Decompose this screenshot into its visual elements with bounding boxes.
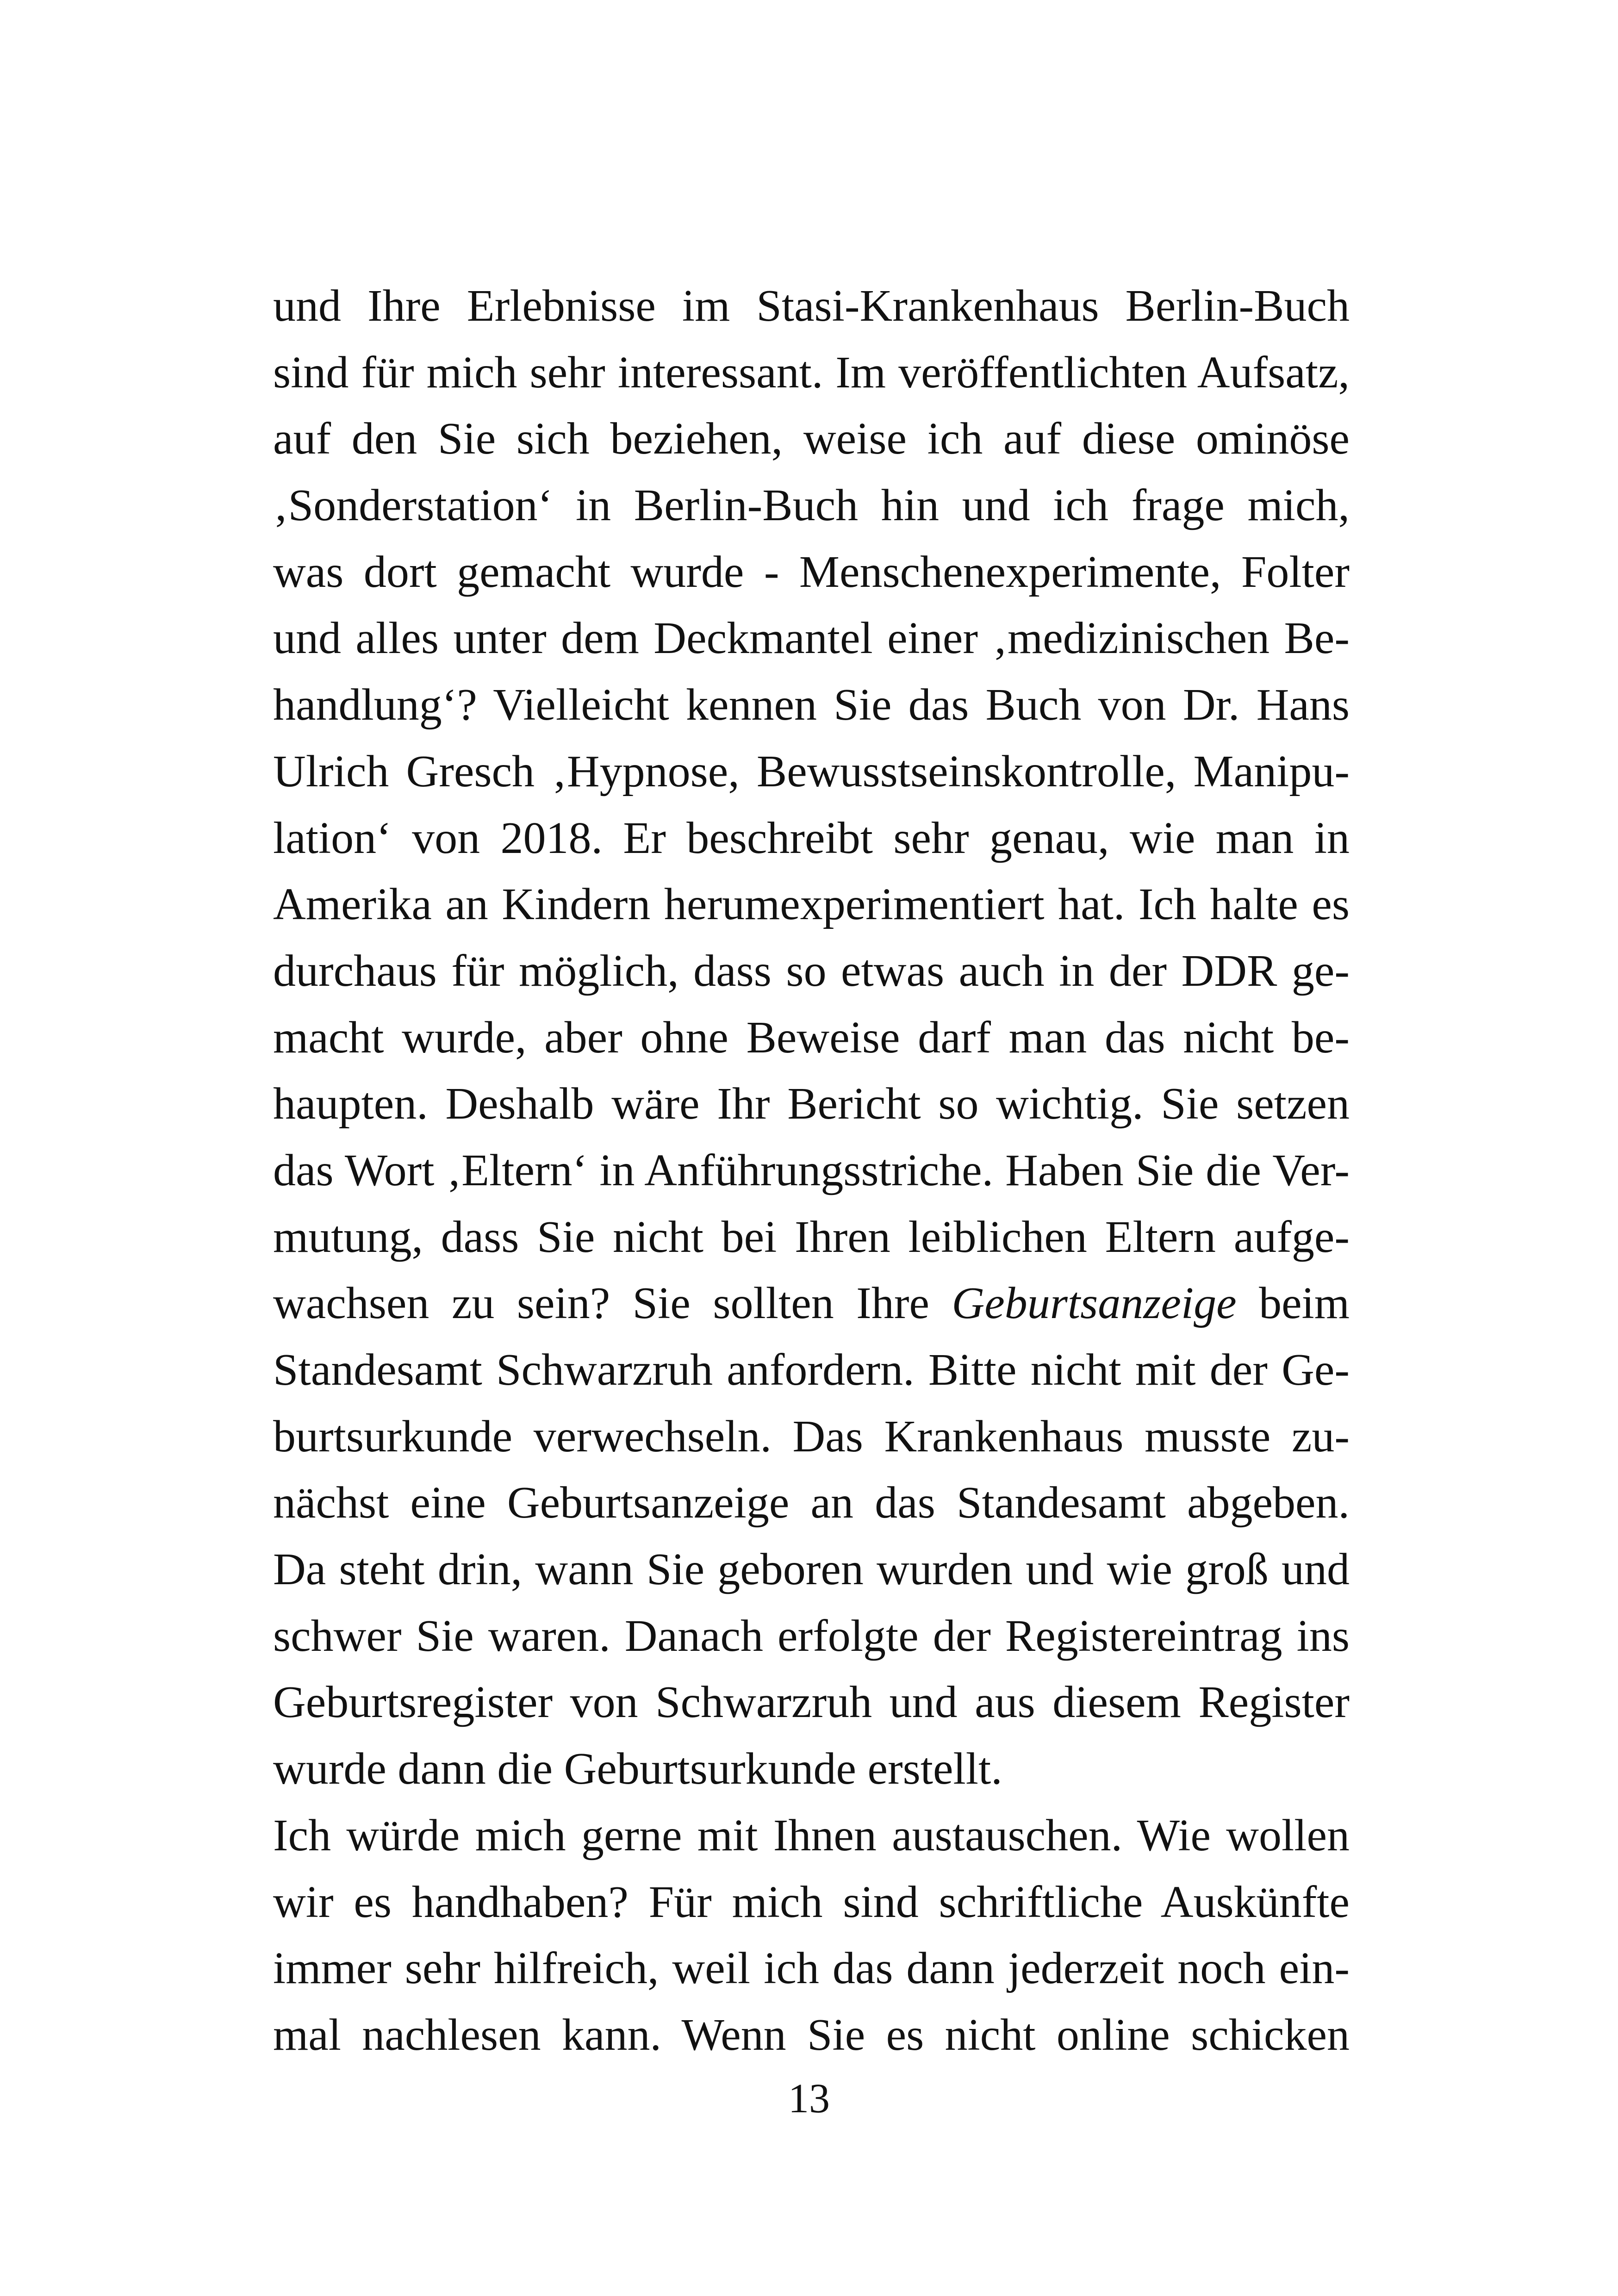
text-line: ‚Sonderstation‘ in Berlin-Buch hin und ich frage mich, [273, 480, 1350, 531]
text-line: Da steht drin, wann Sie geboren wurden und wie groß und [273, 1544, 1350, 1595]
text-segment: beim [1259, 1278, 1350, 1329]
text-line: haupten. Deshalb wäre Ihr Bericht so wichtig. Sie setzen [273, 1079, 1350, 1129]
text-line: wir es handhaben? Für mich sind schriftliche Auskünfte [273, 1877, 1350, 1927]
text-line: schwer Sie waren. Danach erfolgte der Registereintrag ins [273, 1611, 1350, 1661]
text-line: und Ihre Erlebnisse im Stasi-Krankenhaus Berlin-Buch [273, 281, 1350, 331]
text-line: durchaus für möglich, dass so etwas auch in der DDR ge- [273, 946, 1350, 996]
text-line: was dort gemacht wurde - Menschenexperimente, Folter [273, 547, 1350, 597]
text-line: immer sehr hilfreich, weil ich das dann jederzeit noch ein- [273, 1943, 1350, 1994]
text-line: Ich würde mich gerne mit Ihnen austauschen. Wie wollen [273, 1810, 1350, 1860]
text-line: mutung, dass Sie nicht bei Ihren leiblichen Eltern aufge- [273, 1212, 1350, 1262]
text-line: macht wurde, aber ohne Beweise darf man das nicht be- [273, 1012, 1350, 1063]
text-line: sind für mich sehr interessant. Im veröffentlichten Aufsatz, [273, 347, 1350, 398]
text-line: das Wort ‚Eltern‘ in Anführungsstriche. Haben Sie die Ver- [273, 1145, 1350, 1195]
text-line: mal nachlesen kann. Wenn Sie es nicht online schicken [273, 2010, 1350, 2060]
text-line: Standesamt Schwarzruh anfordern. Bitte nicht mit der Ge- [273, 1345, 1350, 1395]
text-line: Amerika an Kindern herumexperimentiert hat. Ich halte es [273, 879, 1350, 930]
text-line: burtsurkunde verwechseln. Das Krankenhaus musste zu- [273, 1411, 1350, 1462]
body-text [273, 273, 1350, 2069]
text-line-with-italic [273, 1270, 1350, 1337]
text-line: nächst eine Geburtsanzeige an das Standesamt abgeben. [273, 1478, 1350, 1528]
text-line: handlung‘? Vielleicht kennen Sie das Buch von Dr. Hans [273, 680, 1350, 730]
text-line: auf den Sie sich beziehen, weise ich auf diese ominöse [273, 414, 1350, 464]
text-line: und alles unter dem Deckmantel einer ‚medizinischen Be- [273, 613, 1350, 664]
text-line: wurde dann die Geburtsurkunde erstellt. [273, 1744, 1002, 1794]
text-line: lation‘ von 2018. Er beschreibt sehr genau, wie man in [273, 813, 1350, 863]
text-line: Geburtsregister von Schwarzruh und aus diesem Register [273, 1677, 1350, 1728]
text-segment: wachsen zu sein? Sie sollten Ihre [273, 1278, 929, 1329]
page-number: 13 [788, 2076, 830, 2122]
text-line: Ulrich Gresch ‚Hypnose, Bewusstseinskontrolle, Manipu- [273, 746, 1350, 796]
italic-term: Geburtsanzeige [952, 1278, 1237, 1329]
